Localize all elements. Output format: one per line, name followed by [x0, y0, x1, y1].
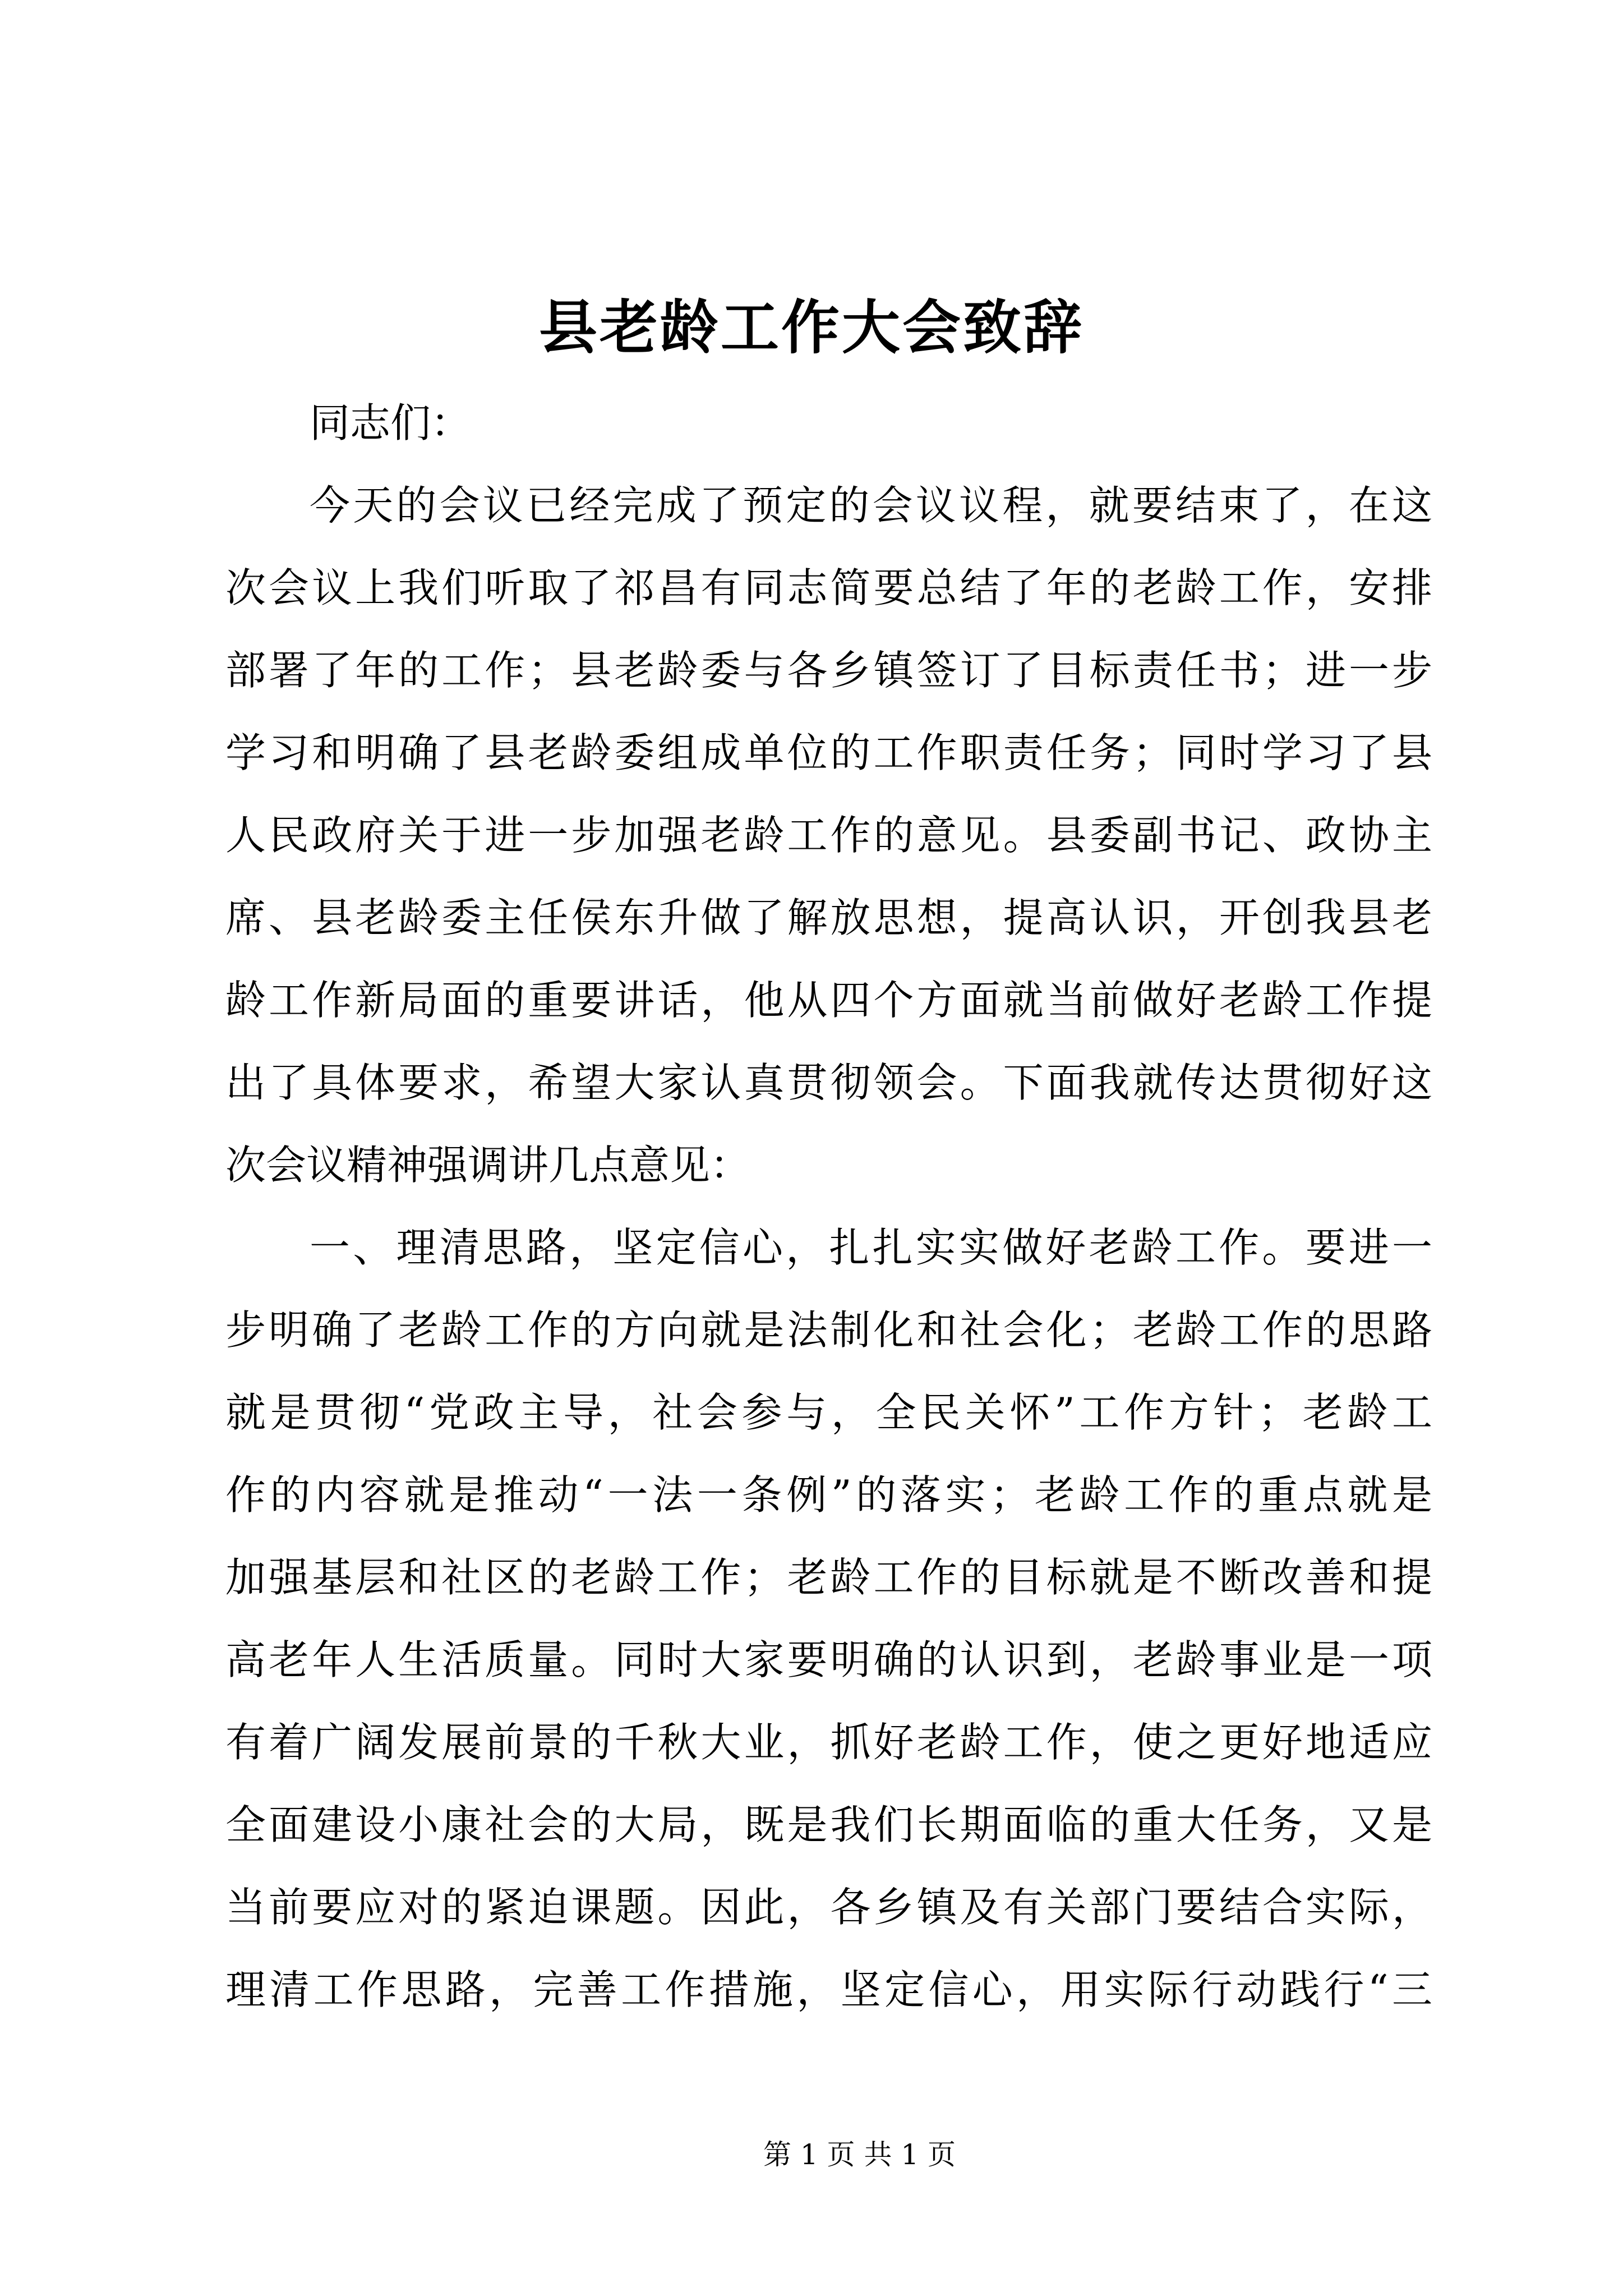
body-line: 龄工作新局面的重要讲话，他从四个方面就当前做好老龄工作提: [225, 977, 1432, 1024]
body-line: 步明确了老龄工作的方向就是法制化和社会化；老龄工作的思路: [225, 1306, 1432, 1354]
body-line: 次会议上我们听取了祁昌有同志简要总结了年的老龄工作，安排: [225, 564, 1432, 611]
body-line: 高老年人生活质量。同时大家要明确的认识到，老龄事业是一项: [225, 1636, 1432, 1683]
paragraph: [225, 464, 1432, 1207]
body-line: 一、理清思路，坚定信心，扎扎实实做好老龄工作。要进一: [310, 1224, 1432, 1271]
body-line: 加强基层和社区的老龄工作；老龄工作的目标就是不断改善和提: [225, 1554, 1432, 1601]
body-line: 当前要应对的紧迫课题。因此，各乡镇及有关部门要结合实际，: [225, 1884, 1432, 1931]
body-line: 就是贯彻“党政主导，社会参与，全民关怀”工作方针；老龄工: [225, 1389, 1432, 1436]
body-line: 今天的会议已经完成了预定的会议议程，就要结束了，在这: [310, 482, 1432, 529]
body-line: 出了具体要求，希望大家认真贯彻领会。下面我就传达贯彻好这: [225, 1059, 1432, 1106]
page-number-footer: 第 1 页 共 1 页: [763, 2138, 956, 2171]
body-line: 理清工作思路，完善工作措施，坚定信心，用实际行动践行“三: [225, 1966, 1432, 2013]
body-line: 作的内容就是推动“一法一条例”的落实；老龄工作的重点就是: [225, 1471, 1432, 1519]
body-line: 有着广阔发展前景的千秋大业，抓好老龄工作，使之更好地适应: [225, 1719, 1432, 1766]
body-line: 全面建设小康社会的大局，既是我们长期面临的重大任务，又是: [225, 1801, 1432, 1848]
document-title: 县老龄工作大会致辞: [538, 293, 1084, 362]
body-line: 次会议精神强调讲几点意见：: [225, 1142, 751, 1189]
body-line: 学习和明确了县老龄委组成单位的工作职责任务；同时学习了县: [225, 729, 1432, 776]
salutation: 同志们：: [310, 399, 472, 447]
body-line: 部署了年的工作；县老龄委与各乡镇签订了目标责任书；进一步: [225, 647, 1432, 694]
paragraph: [225, 1207, 1432, 2031]
body-line: 席、县老龄委主任侯东升做了解放思想，提高认识，开创我县老: [225, 894, 1432, 941]
document-body: [225, 382, 1432, 2031]
body-line: 人民政府关于进一步加强老龄工作的意见。县委副书记、政协主: [225, 812, 1432, 859]
